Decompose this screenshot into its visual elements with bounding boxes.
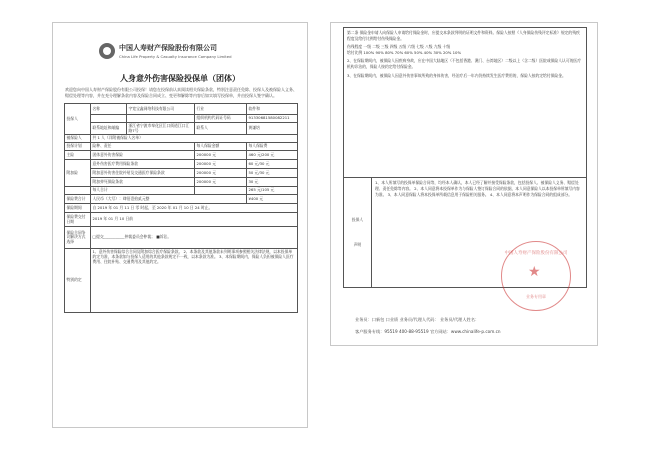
company-logo-icon	[99, 43, 115, 59]
industry-label: 行业	[195, 104, 247, 115]
clause-3: 3、在保险期间内，被保险人因意外伤害事故所致的身体伤害，经治疗后一年内仍持续发生医疗费用的，保险人按约定给付保险金。	[347, 72, 566, 78]
add-item-premium: 50 元/30 元	[247, 169, 298, 178]
add-item-sum: 200000 元	[195, 178, 247, 187]
agent-info: 业务员：口新包 口业绩 业务员/代理人代码： 业务员/代理人姓名：	[355, 317, 480, 322]
address-value: 浙江省宁波市奉化区江口街道江口汇路7号	[127, 123, 195, 135]
seal-text: 中国人寿财产保险股份有限公司	[504, 251, 568, 256]
add-item-name: 附加意外伤害住院补贴及交通医疗保险条款	[91, 169, 195, 178]
service-hotline: 客户服务专线：95519 400-88-95519 官方网站：www.chinalife-p.com.cn	[355, 329, 501, 334]
ratio-values: 给付比例 100% 90% 80% 70% 60% 50% 40% 30% 20% 10%	[347, 49, 462, 55]
proposal-form-page-2	[330, 22, 598, 346]
address-label: 联系地址和邮编	[91, 123, 127, 135]
add-item-sum: 200000 元	[195, 169, 247, 178]
special-label: 特别约定	[65, 249, 91, 313]
company-name-en: China Life Property & Casualty Insurance Company Limited	[119, 54, 232, 59]
contact-value: 黄谦培	[247, 123, 298, 135]
company-seal-icon	[501, 241, 571, 311]
document-title: 人身意外伤害保险投保单（团体）	[120, 74, 240, 83]
intro-paragraph: 欢迎您向中国人寿财产保险股份有限公司投保！请您在投保前认真阅读相关保险条款，特别注意责任免除、投保人及被保险人义务、赔偿处理等内容，并在充分理解条款内容及保险合同成立、变更和解除等内容后如实填写投保单，并由投保人签字确认。	[65, 87, 297, 98]
statement-label: 声明	[353, 241, 362, 247]
sum-header: 每人保险金额	[195, 143, 247, 151]
main-premium: 460 元/200 元	[247, 151, 298, 160]
total-num: ¥400 元	[247, 195, 298, 204]
total-label: 保险费合计	[65, 195, 91, 204]
add-item-premium: 60 元/30 元	[247, 160, 298, 169]
seal-subtext: 业务专用章	[526, 294, 546, 299]
premium-header: 每人保险费	[247, 143, 298, 151]
add-item-sum: 200000 元	[195, 160, 247, 169]
name-label: 名称	[91, 104, 127, 115]
ratio-levels: 伤残程度 一级 二级 三级 四级 五级 六级 七级 八级 九级 十级	[347, 44, 451, 50]
date-value: 2019 年 01 月 10 日前	[91, 213, 298, 227]
applicant-label: 投保人	[65, 104, 91, 135]
add-item-name: 意外伤害医疗费用保险条款	[91, 160, 195, 169]
dispute-value: □提交___________仲裁委员会仲裁； ■诉讼。	[91, 227, 298, 249]
name-value: 宇宽宝鑫网络科技有限公司	[127, 104, 195, 115]
period-value: 自 2019 年 01 月 11 日 零 时起，至 2020 年 01 月 10 日 24 时止。	[91, 204, 298, 213]
special-value: 1、意外伤害保险综合合同及附加综合医疗保险条款。 2、本条款及其他条款未列明事项参照相关法律法规，以本投保单约定为准，本条款如与投保人适用的其他条款规定不一致，以本条款为准。 3、本保险期间内，保险人负担被保险人医疗费用、住院补贴、交通费用及其他约定。	[91, 249, 298, 313]
add-label: 附加险	[65, 160, 91, 187]
date-label: 保险费交付日期	[65, 213, 91, 227]
proposal-table	[64, 103, 298, 313]
contact-label: 联系人	[195, 123, 247, 135]
per-total-label: 每人合计	[91, 187, 195, 195]
main-sum: 200000 元	[195, 151, 247, 160]
clause-2: 2、在保险期间内，被保险人因疾病身故，应在中国大陆地区（不包括香港、澳门、台湾地区）二级以上（含二级）医院或保险人认可的医疗机构诊治的，保险人按约定给付保险金。	[347, 58, 582, 69]
company-name-cn: 中国人寿财产保险股份有限公司	[119, 44, 217, 52]
per-total-sum: 265 元/105 元	[247, 187, 298, 195]
items-header: 险种、责任	[91, 143, 195, 151]
add-item-name: 附加猝死保险条款	[91, 178, 195, 187]
insured-value: 共 1 人（详附被保险人名单）	[91, 135, 298, 143]
proposal-form-page-1	[52, 22, 308, 428]
main-item: 团体意外伤害保险	[91, 151, 195, 160]
code-value: 91330681580082211	[247, 115, 298, 123]
declaration-label: 投保人	[351, 217, 364, 223]
plan-label: 投保计划	[65, 143, 91, 151]
total-value: 人民币（大写）：肆佰壹拾贰元整	[91, 195, 247, 204]
declaration-text: 1、本人所填写的投保单保险合同等，均经本人确认，本人已经了解并接受保险条款，包括投保人、被保险人义务、赔偿处理、责任免除等内容。 2、本人同意将本投保单作为与保险人签订保险合同的依据，本人同意保险人以本投保单所填写内容为准。 3、本人同意保险人将本投保单所载信息用于保险相关服务。 4、本人同意将本声明作为保险合同的组成部分。	[372, 178, 587, 288]
main-label: 主险	[65, 151, 91, 160]
period-label: 保险期间	[65, 204, 91, 213]
add-item-premium: 30 元	[247, 178, 298, 187]
clause-1: 第二条 保险金申请人向保险人申请给付保险金时，应提交本条款列明的证明文件和资料。保险人按照《人身保险伤残评定标准》规定的残疾程度及给付比例给付伤残保险金。	[347, 30, 580, 41]
industry-value: 软件和	[247, 104, 298, 115]
insured-label: 被保险人	[65, 135, 91, 143]
code-label: 组织机构代码证号码	[195, 115, 247, 123]
dispute-label: 保险合同争议解决方式选择	[65, 227, 91, 249]
